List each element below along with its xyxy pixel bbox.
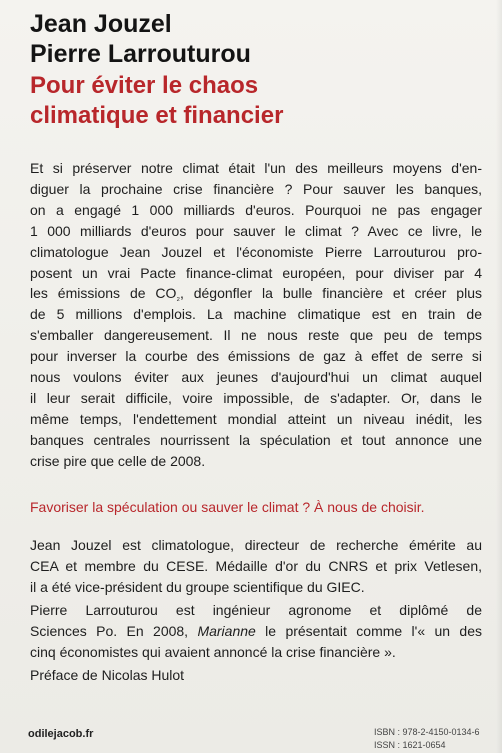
blurb-line: 1 000 milliards d'euros pour sauver le climat ? Avec ce livre, le xyxy=(30,222,482,239)
highlight-question xyxy=(30,497,482,518)
blurb-text: les émissions de CO xyxy=(30,285,177,302)
author-name-1: Jean Jouzel xyxy=(30,10,172,38)
blurb-line-co2 xyxy=(30,283,482,304)
blurb-line: pour inverser la courbe des émissions de gaz à effet de serre si xyxy=(30,348,482,365)
bio-line: cinq économistes qui avaient annoncé la crise financière ». xyxy=(30,643,396,660)
bio-text: Sciences Po. En 2008, xyxy=(30,622,198,639)
bio-pierre-larrouturou xyxy=(30,600,482,663)
bio-line-marianne xyxy=(30,621,482,642)
blurb-line: s'emballer dangereusement. Il ne nous reste que peu de temps xyxy=(30,327,482,344)
blurb-text: , dégonfler la bulle financière et créer plus xyxy=(179,285,482,302)
blurb-paragraph xyxy=(30,158,482,472)
blurb-line: banques centrales nourrissent la spéculation et tout annonce une xyxy=(30,431,482,448)
isbn-number: ISBN : 978-2-4150-0134-6 xyxy=(374,727,480,737)
question-text: Favoriser la spéculation ou sauver le climat ? À nous de choisir. xyxy=(30,499,425,515)
subscript-2: ₂ xyxy=(176,292,180,303)
issn-number: ISSN : 1621-0654 xyxy=(374,740,446,750)
bio-line: il a été vice-président du groupe scientifique du GIEC. xyxy=(30,578,365,595)
blurb-line: diguer la prochaine crise financière ? Pour sauver les banques, xyxy=(30,180,482,197)
blurb-line: nous voulons éviter aux jeunes d'aujourd'hui un climat auquel xyxy=(30,369,482,386)
blurb-line: même temps, l'endettement mondial atteint un niveau inédit, les xyxy=(30,410,482,427)
bio-text: le présentait comme l'« un des xyxy=(255,622,482,639)
blurb-line: crise pire que celle de 2008. xyxy=(30,452,206,469)
book-title-line-1: Pour éviter le chaos xyxy=(30,72,259,99)
blurb-line: il leur serait difficile, voire impossible, de s'adapter. Or, dans le xyxy=(30,389,482,406)
bio-line: Jean Jouzel est climatologue, directeur de recherche émérite au xyxy=(30,537,482,553)
bio-line: Pierre Larrouturou est ingénieur agronome et diplômé de xyxy=(30,602,482,618)
bio-line: CEA et membre du CESE. Médaille d'or du CNRS et prix Vetlesen, xyxy=(30,557,482,574)
page-edge-shadow xyxy=(496,0,502,753)
blurb-line: de 5 millions d'emplois. La machine climatique est en train de xyxy=(30,306,482,323)
blurb-line: Et si préserver notre climat était l'un des meilleurs moyens d'en- xyxy=(30,160,482,176)
author-name-2: Pierre Larrouturou xyxy=(30,40,251,68)
publisher-website: odilejacob.fr xyxy=(28,728,94,740)
blurb-line: climatologue Jean Jouzel et l'économiste Pierre Larrouturou pro- xyxy=(30,243,482,260)
blurb-line: on a engagé 1 000 milliards d'euros. Pourquoi ne pas engager xyxy=(30,201,482,218)
preface-credit xyxy=(30,665,482,686)
magazine-title: Marianne xyxy=(197,622,256,639)
book-title-line-2: climatique et financier xyxy=(30,102,284,129)
blurb-line: posent un vrai Pacte finance-climat européen, pour diviser par 4 xyxy=(30,264,482,281)
bio-jean-jouzel xyxy=(30,535,482,598)
preface-text: Préface de Nicolas Hulot xyxy=(30,667,185,683)
